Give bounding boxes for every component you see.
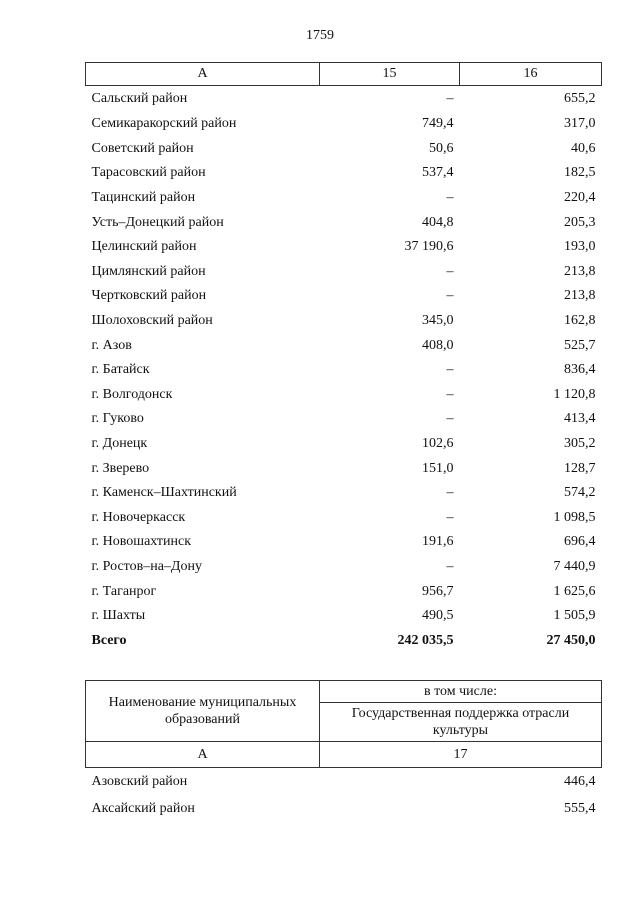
- table-row: [86, 383, 602, 408]
- total-col-15: 242 035,5: [397, 633, 454, 649]
- municipality-name: г. Зверево: [91, 460, 150, 476]
- municipality-name: г. Гуково: [91, 411, 144, 427]
- total-row: [86, 628, 602, 654]
- value-col-16: 1 505,9: [553, 608, 596, 624]
- table-row: [86, 796, 602, 821]
- value-col-15: 50,6: [429, 140, 454, 156]
- municipality-name: Тарасовский район: [91, 165, 206, 181]
- value-col-15: 151,0: [422, 460, 454, 476]
- value-col-15: –: [446, 386, 454, 402]
- table-row: [86, 506, 602, 531]
- value-col-16: 128,7: [564, 460, 596, 476]
- value-col-16: 7 440,9: [553, 558, 596, 574]
- municipality-name: Шолоховский район: [91, 313, 213, 329]
- table-row: [86, 186, 602, 211]
- municipality-name: г. Азов: [91, 337, 132, 353]
- page-number: 1759: [306, 28, 334, 43]
- column-header-a: А: [86, 63, 320, 86]
- municipality-name: Сальский район: [91, 91, 188, 106]
- table-row: [86, 407, 602, 432]
- culture-support-header: Государственная поддержка отрасли культуры: [320, 703, 602, 742]
- value-col-16: 1 625,6: [553, 583, 596, 599]
- value-col-16: 193,0: [564, 239, 596, 255]
- value-col-16: 40,6: [571, 140, 596, 156]
- municipality-name: Аксайский район: [91, 800, 195, 816]
- value-col-17: 555,4: [564, 800, 596, 816]
- table-row: [86, 456, 602, 481]
- table-row: [86, 768, 602, 797]
- value-col-16: 836,4: [564, 362, 596, 378]
- value-col-15: 404,8: [422, 214, 454, 230]
- municipality-name: Советский район: [91, 140, 194, 156]
- value-col-15: –: [446, 362, 454, 378]
- budget-table-columns-15-16: [85, 62, 602, 654]
- value-col-16: 525,7: [564, 337, 596, 353]
- value-col-15: –: [446, 190, 454, 206]
- municipality-name: г. Батайск: [91, 362, 150, 378]
- value-col-16: 305,2: [564, 436, 596, 452]
- value-col-15: 102,6: [422, 436, 454, 452]
- value-col-16: 213,8: [564, 263, 596, 279]
- value-col-16: 182,5: [564, 165, 596, 181]
- value-col-15: –: [446, 263, 454, 279]
- table-row: [86, 481, 602, 506]
- value-col-16: 655,2: [564, 91, 596, 106]
- total-label: Всего: [91, 633, 127, 649]
- column-label-17: 17: [320, 742, 602, 768]
- table-row: [86, 86, 602, 113]
- value-col-15: –: [446, 485, 454, 501]
- value-col-15: –: [446, 509, 454, 525]
- municipality-name: г. Новошахтинск: [91, 534, 192, 550]
- table-header-row: [86, 63, 602, 86]
- value-col-15: 408,0: [422, 337, 454, 353]
- municipality-name: Тацинский район: [91, 190, 196, 206]
- municipality-name: г. Шахты: [91, 608, 146, 624]
- value-col-15: 956,7: [422, 583, 454, 599]
- municipality-name: Усть–Донецкий район: [91, 214, 224, 230]
- municipality-name: Азовский район: [91, 774, 188, 789]
- table-row: [86, 604, 602, 629]
- table-row: [86, 112, 602, 137]
- value-col-16: 696,4: [564, 534, 596, 550]
- value-col-15: 37 190,6: [404, 239, 454, 255]
- value-col-15: 749,4: [422, 116, 454, 132]
- municipality-name: г. Волгодонск: [91, 386, 173, 402]
- table-row: [86, 210, 602, 235]
- municipality-name: г. Ростов–на–Дону: [91, 558, 202, 574]
- table-row: [86, 235, 602, 260]
- municipality-name: г. Каменск–Шахтинский: [91, 485, 237, 501]
- value-col-15: –: [446, 288, 454, 304]
- municipality-name: г. Новочеркасск: [91, 509, 186, 525]
- municipality-name: г. Таганрог: [91, 583, 157, 599]
- table-row: [86, 358, 602, 383]
- value-col-16: 1 120,8: [553, 386, 596, 402]
- value-col-15: 537,4: [422, 165, 454, 181]
- table-row: [86, 555, 602, 580]
- municipality-name: Цимлянский район: [91, 263, 206, 279]
- value-col-16: 205,3: [564, 214, 596, 230]
- table-row: [86, 579, 602, 604]
- total-col-16: 27 450,0: [546, 633, 596, 649]
- value-col-16: 574,2: [564, 485, 596, 501]
- table-row: [86, 530, 602, 555]
- value-col-16: 1 098,5: [553, 509, 596, 525]
- value-col-15: –: [446, 411, 454, 427]
- value-col-16: 162,8: [564, 313, 596, 329]
- table-row: [86, 432, 602, 457]
- value-col-15: 490,5: [422, 608, 454, 624]
- table-row: [86, 284, 602, 309]
- budget-table-column-17: [85, 680, 602, 821]
- value-col-15: 345,0: [422, 313, 454, 329]
- table-row: [86, 333, 602, 358]
- municipality-name-header: Наименование муниципальных образований: [86, 681, 320, 742]
- municipality-name: Семикаракорский район: [91, 116, 237, 132]
- value-col-16: 213,8: [564, 288, 596, 304]
- column-header-15: 15: [320, 63, 460, 86]
- value-col-15: 191,6: [422, 534, 454, 550]
- value-col-15: –: [446, 91, 454, 106]
- column-header-16: 16: [460, 63, 602, 86]
- column-label-a: А: [86, 742, 320, 768]
- value-col-15: –: [446, 558, 454, 574]
- municipality-name: г. Донецк: [91, 436, 148, 452]
- including-header: в том числе:: [320, 681, 602, 703]
- value-col-16: 413,4: [564, 411, 596, 427]
- table-row: [86, 137, 602, 162]
- municipality-name: Чертковский район: [91, 288, 207, 304]
- table-row: [86, 260, 602, 285]
- table-row: [86, 309, 602, 334]
- table-row: [86, 161, 602, 186]
- value-col-16: 220,4: [564, 190, 596, 206]
- value-col-17: 446,4: [564, 774, 596, 789]
- value-col-16: 317,0: [564, 116, 596, 132]
- municipality-name: Целинский район: [91, 239, 197, 255]
